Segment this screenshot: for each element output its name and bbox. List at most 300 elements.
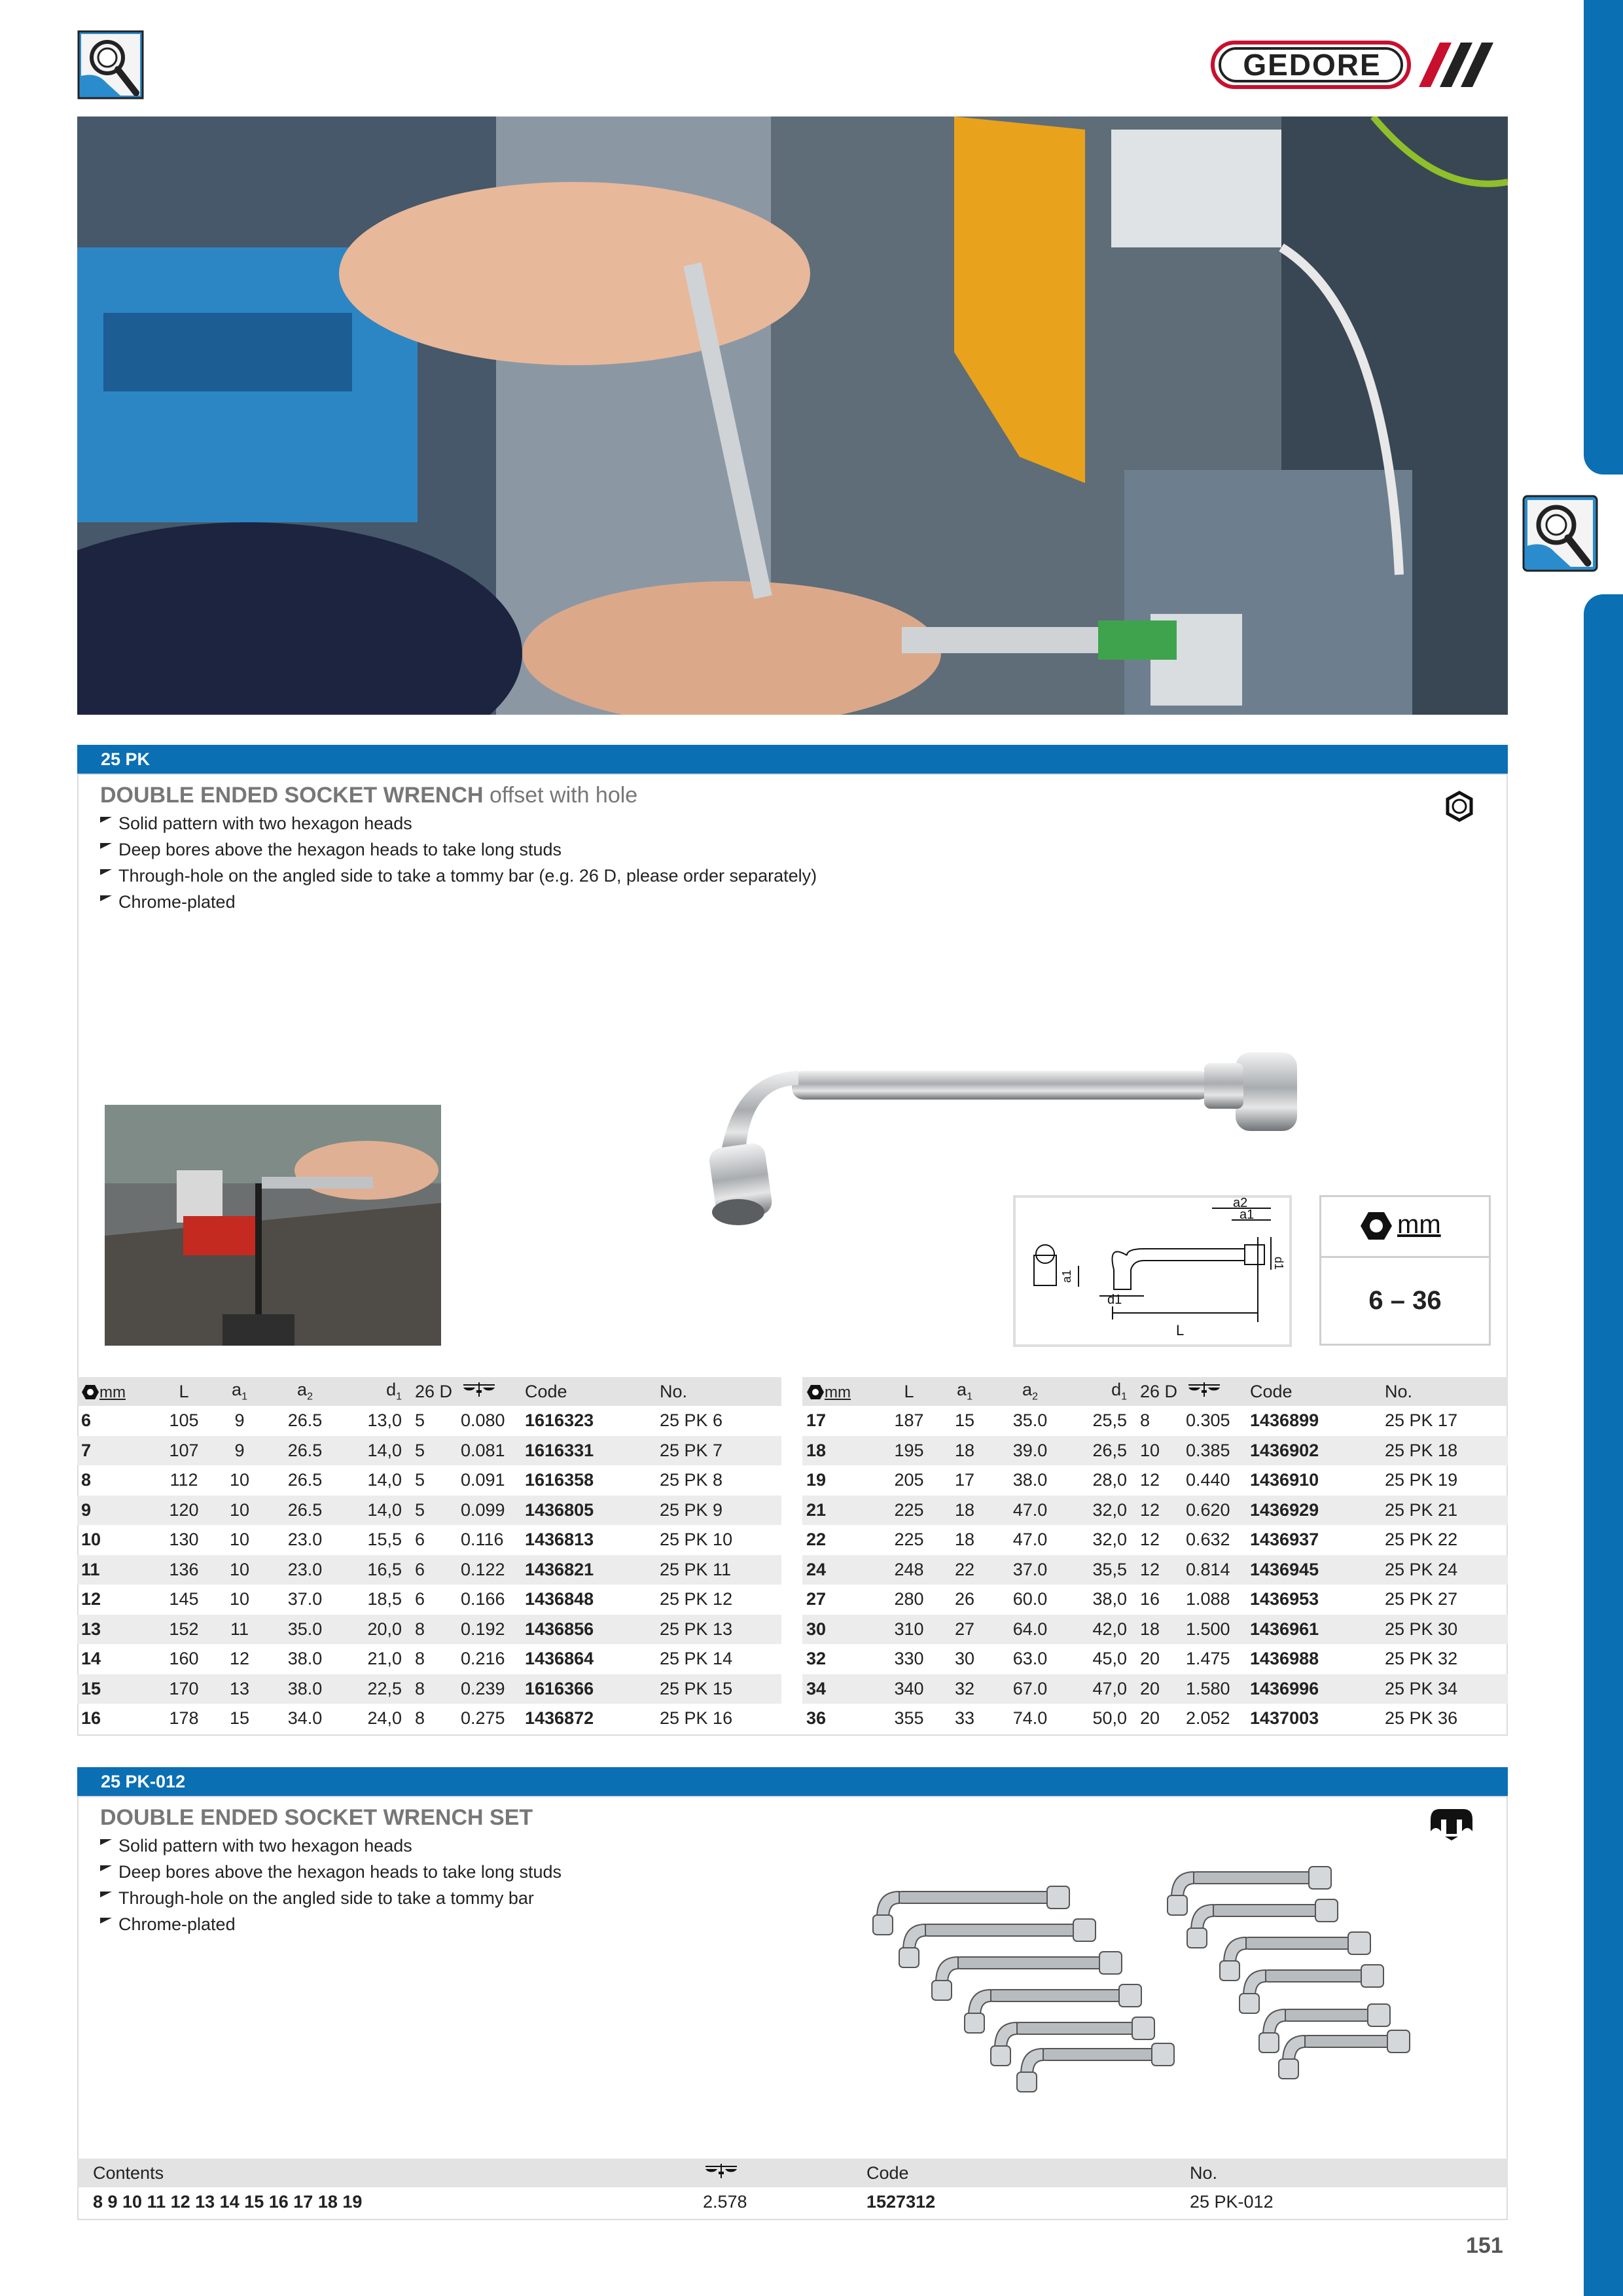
cell-L: 107 (156, 1436, 208, 1466)
label-a2: a2 (1233, 1198, 1248, 1210)
cell-size: 13 (77, 1615, 156, 1645)
cell-26d: 8 (415, 1708, 425, 1729)
col-L: L (156, 1377, 208, 1406)
cell-size: 18 (802, 1436, 881, 1466)
cell-L: 205 (894, 1470, 924, 1490)
cell-26d: 20 (1136, 1674, 1182, 1704)
cell-L: 280 (894, 1589, 924, 1609)
col-d1: $d_1$ (1064, 1377, 1136, 1406)
cell-code: 1436848 (525, 1589, 594, 1609)
cell-code: 1436988 (1250, 1649, 1319, 1669)
table-row (77, 1525, 781, 1555)
cell-a1: 11 (208, 1615, 267, 1645)
cell-no: 25 PK 15 (656, 1674, 781, 1704)
cell-a2: 64.0 (992, 1615, 1064, 1645)
cell-a2: 26.5 (287, 1470, 323, 1490)
cell-a1: 10 (208, 1496, 267, 1526)
cell-code: 1437003 (1250, 1708, 1319, 1729)
set-weight: 2.578 (703, 2192, 747, 2212)
cell-d1: 21,0 (367, 1649, 402, 1669)
cell-a2: 63.0 (1012, 1649, 1048, 1669)
col-L: L (881, 1377, 933, 1406)
cell-a2: 38.0 (287, 1649, 323, 1669)
cell-d1: 14,0 (339, 1436, 411, 1466)
hex-mm-icon (81, 1384, 99, 1401)
cell-26d: 6 (415, 1530, 425, 1550)
cell-weight: 0.440 (1186, 1470, 1230, 1490)
catalog-section-icon (77, 30, 144, 99)
cell-code: 1436937 (1250, 1530, 1319, 1550)
title-bold: DOUBLE ENDED SOCKET WRENCH (100, 783, 484, 808)
spec-table-left (77, 1377, 781, 1734)
section-bar-25pk: 25 PK (77, 745, 1508, 774)
table-row (802, 1465, 1508, 1496)
cell-code: 1616323 (525, 1410, 594, 1431)
table-row (802, 1674, 1508, 1704)
col-d1: $d_1$ (339, 1377, 411, 1406)
weight-icon (703, 2162, 740, 2179)
arrow-bullet-icon (100, 1865, 112, 1871)
cell-weight: 2.052 (1186, 1708, 1230, 1729)
product-title (100, 783, 637, 808)
table-row (77, 1555, 781, 1585)
cell-code: 1436864 (525, 1649, 594, 1669)
size-unit-header (1321, 1197, 1489, 1258)
cell-26d: 12 (1140, 1470, 1160, 1490)
set-code: 1527312 (866, 2192, 936, 2212)
cell-code: 1436910 (1250, 1470, 1319, 1490)
cell-no: 25 PK 6 (660, 1410, 723, 1431)
cell-weight: 0.216 (461, 1649, 505, 1669)
cell-size: 15 (77, 1674, 156, 1704)
cell-d1: 26,5 (1064, 1436, 1136, 1466)
cell-no: 25 PK 18 (1381, 1436, 1508, 1466)
cell-26d: 10 (1136, 1436, 1182, 1466)
cell-d1: 38,0 (1092, 1589, 1127, 1609)
cell-size: 11 (77, 1555, 156, 1585)
cell-26d: 20 (1140, 1649, 1160, 1669)
cell-d1: 32,0 (1064, 1496, 1136, 1526)
cell-code: 1436813 (525, 1530, 594, 1550)
cell-size: 32 (806, 1649, 827, 1669)
hexagon-icon (1444, 791, 1475, 822)
spec-table-right (802, 1377, 1508, 1734)
cell-size: 17 (806, 1410, 827, 1431)
cell-a1: 26 (954, 1589, 975, 1609)
cell-26d: 8 (411, 1674, 457, 1704)
feature-item: Through-hole on the angled side to take a tommy bar (100, 1885, 562, 1911)
cell-size: 14 (81, 1649, 101, 1669)
arrow-bullet-icon (100, 1892, 112, 1897)
cell-weight: 0.385 (1182, 1436, 1246, 1466)
cell-a1: 33 (954, 1708, 975, 1729)
label-d1: d1 (1107, 1293, 1122, 1307)
col-no: No. (1381, 1377, 1508, 1406)
cell-weight: 0.122 (457, 1555, 521, 1585)
size-range-box (1319, 1195, 1491, 1346)
col-size: mm (77, 1377, 156, 1406)
cell-weight: 1.500 (1182, 1615, 1246, 1645)
feature-item: Solid pattern with two hexagon heads (100, 810, 817, 836)
cell-d1: 16,5 (339, 1555, 411, 1585)
cell-size: 9 (77, 1496, 156, 1526)
cell-d1: 45,0 (1092, 1649, 1127, 1669)
cell-size: 24 (802, 1555, 881, 1585)
cell-no: 25 PK 36 (1385, 1708, 1458, 1729)
cell-no: 25 PK 21 (1381, 1496, 1508, 1526)
cell-26d: 12 (1136, 1555, 1182, 1585)
table-row (77, 1585, 781, 1615)
cell-no: 25 PK 10 (660, 1530, 733, 1550)
cell-no: 25 PK 8 (660, 1470, 723, 1490)
cell-code: 1616331 (521, 1436, 656, 1466)
cell-no: 25 PK 7 (656, 1436, 781, 1466)
arrow-bullet-icon (100, 895, 112, 901)
cell-26d: 5 (411, 1496, 457, 1526)
wrench-set-image (864, 1859, 1453, 2114)
cell-a2: 60.0 (1012, 1589, 1048, 1609)
cell-size: 30 (802, 1615, 881, 1645)
weight-icon (1186, 1381, 1222, 1398)
cell-L: 170 (156, 1674, 208, 1704)
cell-L: 178 (169, 1708, 199, 1729)
col-a2: $a_2$ (267, 1377, 339, 1406)
cell-L: 145 (169, 1589, 199, 1609)
hex-mm-icon (806, 1384, 825, 1401)
cell-a1: 32 (933, 1674, 992, 1704)
cell-d1: 14,0 (339, 1496, 411, 1526)
gedore-logo (1211, 39, 1499, 90)
cell-a1: 18 (954, 1530, 975, 1550)
cell-weight: 1.088 (1186, 1589, 1230, 1609)
cell-L: 136 (156, 1555, 208, 1585)
hero-photo (77, 117, 1508, 715)
cell-26d: 8 (415, 1649, 425, 1669)
col-weight (699, 2159, 863, 2187)
set-no: 25 PK-012 (1190, 2192, 1274, 2212)
cell-d1: 35,5 (1064, 1555, 1136, 1585)
col-26d: 26 D (1136, 1377, 1182, 1406)
cell-26d: 12 (1136, 1496, 1182, 1526)
feature-item: Deep bores above the hexagon heads to take long studs (100, 836, 817, 863)
title-light: offset with hole (483, 783, 638, 808)
cell-code: 1436805 (521, 1496, 656, 1526)
cell-weight: 0.080 (461, 1410, 505, 1431)
cell-a2: 35.0 (1012, 1410, 1048, 1431)
cell-a2: 26.5 (267, 1436, 339, 1466)
feature-item: Chrome-plated (100, 1911, 562, 1937)
cell-d1: 24,0 (367, 1708, 402, 1729)
cell-size: 10 (81, 1530, 101, 1550)
table-row (77, 1465, 781, 1496)
cell-code: 1436856 (521, 1615, 656, 1645)
table-row (77, 1644, 781, 1674)
cell-no: 25 PK 13 (656, 1615, 781, 1645)
table-row (77, 2187, 1508, 2217)
cell-code: 1616366 (521, 1674, 656, 1704)
cell-a2: 74.0 (1012, 1708, 1048, 1729)
cell-weight: 0.192 (457, 1615, 521, 1645)
cell-no: 25 PK 27 (1385, 1589, 1458, 1609)
cell-26d: 8 (411, 1615, 457, 1645)
side-tab-top (1584, 0, 1623, 475)
set-wrench (1240, 1965, 1383, 2013)
cell-26d: 5 (415, 1470, 425, 1490)
table-row (802, 1496, 1508, 1526)
cell-L: 195 (881, 1436, 933, 1466)
table-header-row (77, 2159, 1508, 2187)
set-title: DOUBLE ENDED SOCKET WRENCH SET (100, 1805, 533, 1830)
set-feature-list (100, 1833, 562, 1937)
cell-no: 25 PK 17 (1385, 1410, 1458, 1431)
dimension-diagram (1013, 1195, 1292, 1347)
cell-d1: 28,0 (1092, 1470, 1127, 1490)
cell-no: 25 PK 9 (656, 1496, 781, 1526)
usage-photo (105, 1105, 441, 1346)
cell-L: 160 (169, 1649, 199, 1669)
table-row (802, 1615, 1508, 1645)
cell-weight: 1.475 (1186, 1649, 1230, 1669)
cell-L: 120 (156, 1496, 208, 1526)
cell-code: 1436821 (521, 1555, 656, 1585)
col-code: Code (521, 1377, 656, 1406)
cell-a1: 10 (229, 1589, 250, 1609)
size-range: 6 – 36 (1368, 1286, 1442, 1315)
col-no: No. (656, 1377, 781, 1406)
table-row (802, 1644, 1508, 1674)
page-number: 151 (1466, 2233, 1503, 2258)
cell-d1: 25,5 (1092, 1410, 1127, 1431)
cell-a2: 38.0 (1012, 1470, 1048, 1490)
cell-a1: 15 (954, 1410, 975, 1431)
feature-item: Solid pattern with two hexagon heads (100, 1833, 562, 1859)
cell-a2: 47.0 (1012, 1530, 1048, 1550)
cell-weight: 0.239 (457, 1674, 521, 1704)
cell-a1: 10 (229, 1530, 250, 1550)
cell-d1: 13,0 (367, 1410, 402, 1431)
side-section-icon[interactable] (1522, 495, 1598, 572)
cell-size: 34 (802, 1674, 881, 1704)
cell-a2: 37.0 (992, 1555, 1064, 1585)
cell-a2: 67.0 (992, 1674, 1064, 1704)
cell-no: 25 PK 19 (1385, 1470, 1458, 1490)
cell-a2: 47.0 (992, 1496, 1064, 1526)
cell-L: 340 (881, 1674, 933, 1704)
cell-d1: 47,0 (1064, 1674, 1136, 1704)
cell-a1: 22 (933, 1555, 992, 1585)
cell-d1: 20,0 (339, 1615, 411, 1645)
cell-no: 25 PK 32 (1385, 1649, 1458, 1669)
weight-icon (461, 1381, 497, 1398)
hex-mm-icon (1359, 1210, 1393, 1242)
table-row (77, 1704, 781, 1734)
cell-size: 8 (81, 1470, 92, 1490)
col-code: Code (863, 2159, 1186, 2187)
cell-no: 25 PK 12 (660, 1589, 733, 1609)
table-row (802, 1585, 1508, 1615)
cell-no: 25 PK 22 (1385, 1530, 1458, 1550)
cell-weight: 0.814 (1182, 1555, 1246, 1585)
cell-d1: 22,5 (339, 1674, 411, 1704)
arrow-bullet-icon (100, 1918, 112, 1924)
cell-26d: 6 (415, 1589, 425, 1609)
cell-a1: 9 (208, 1436, 267, 1466)
set-icon (1427, 1805, 1476, 1842)
cell-a1: 18 (933, 1496, 992, 1526)
arrow-bullet-icon (100, 869, 112, 875)
cell-a2: 35.0 (267, 1615, 339, 1645)
arrow-bullet-icon (100, 1839, 112, 1845)
col-code: Code (1246, 1377, 1381, 1406)
cell-a2: 26.5 (287, 1410, 323, 1431)
label-L: L (1176, 1322, 1185, 1338)
cell-L: 330 (894, 1649, 924, 1669)
col-weight (457, 1377, 521, 1406)
table-header-row (802, 1377, 1508, 1406)
cell-a1: 9 (234, 1410, 245, 1431)
cell-a2: 23.0 (287, 1530, 323, 1550)
label-a1: a1 (1240, 1208, 1255, 1222)
table-header-row (77, 1377, 781, 1406)
cell-size: 22 (806, 1530, 827, 1550)
feature-item: Deep bores above the hexagon heads to take long studs (100, 1859, 562, 1885)
feature-list (100, 810, 817, 915)
cell-no: 25 PK 34 (1381, 1674, 1508, 1704)
cell-a1: 18 (933, 1436, 992, 1466)
set-table (77, 2159, 1508, 2217)
col-contents: Contents (77, 2159, 699, 2187)
cell-size: 16 (81, 1708, 101, 1729)
cell-L: 225 (894, 1530, 924, 1550)
logo-text: GEDORE (1243, 48, 1382, 82)
table-row (77, 1674, 781, 1704)
label-a1-vertical: a1 (1060, 1269, 1073, 1283)
cell-size: 7 (77, 1436, 156, 1466)
cell-code: 1436902 (1246, 1436, 1381, 1466)
cell-code: 1436953 (1250, 1589, 1319, 1609)
set-wrench (1017, 2043, 1174, 2092)
cell-d1: 18,5 (367, 1589, 402, 1609)
cell-weight: 0.091 (461, 1470, 505, 1490)
cell-a2: 37.0 (287, 1589, 323, 1609)
cell-size: 21 (802, 1496, 881, 1526)
cell-weight: 0.632 (1186, 1530, 1230, 1550)
table-row (802, 1525, 1508, 1555)
cell-a2: 26.5 (267, 1496, 339, 1526)
label-d1-vertical: d1 (1272, 1257, 1285, 1270)
cell-a1: 13 (208, 1674, 267, 1704)
cell-weight: 0.305 (1186, 1410, 1230, 1431)
cell-code: 1436929 (1246, 1496, 1381, 1526)
cell-L: 310 (881, 1615, 933, 1645)
arrow-bullet-icon (100, 843, 112, 849)
cell-code: 1616358 (525, 1470, 594, 1490)
cell-d1: 50,0 (1092, 1708, 1127, 1729)
cell-a1: 17 (954, 1470, 975, 1490)
cell-size: 36 (806, 1708, 827, 1729)
set-contents: 8 9 10 11 12 13 14 15 16 17 18 19 (93, 2192, 363, 2212)
cell-no: 25 PK 11 (656, 1555, 781, 1585)
cell-weight: 0.099 (457, 1496, 521, 1526)
cell-26d: 5 (415, 1410, 425, 1431)
arrow-bullet-icon (100, 817, 112, 823)
cell-code: 1436872 (525, 1708, 594, 1729)
table-row (77, 1436, 781, 1466)
cell-d1: 32,0 (1092, 1530, 1127, 1550)
cell-weight: 0.620 (1182, 1496, 1246, 1526)
cell-size: 12 (81, 1589, 101, 1609)
size-unit: mm (1397, 1210, 1441, 1239)
cell-26d: 12 (1140, 1530, 1160, 1550)
cell-a2: 38.0 (267, 1674, 339, 1704)
cell-code: 1436899 (1250, 1410, 1319, 1431)
col-size: mm (802, 1377, 881, 1406)
col-a1: $a_1$ (933, 1377, 992, 1406)
col-a2: $a_2$ (992, 1377, 1064, 1406)
cell-code: 1436996 (1246, 1674, 1381, 1704)
cell-26d: 20 (1140, 1708, 1160, 1729)
cell-a2: 39.0 (992, 1436, 1064, 1466)
cell-d1: 15,5 (367, 1530, 402, 1550)
section-bar-25pk-012: 25 PK-012 (77, 1767, 1508, 1796)
cell-L: 105 (169, 1410, 199, 1431)
cell-26d: 6 (411, 1555, 457, 1585)
cell-L: 225 (881, 1496, 933, 1526)
cell-a1: 10 (229, 1470, 250, 1490)
cell-26d: 8 (1140, 1410, 1150, 1431)
cell-L: 112 (169, 1470, 198, 1490)
cell-code: 1436961 (1246, 1615, 1381, 1645)
cell-L: 152 (156, 1615, 208, 1645)
cell-d1: 42,0 (1064, 1615, 1136, 1645)
cell-a2: 23.0 (267, 1555, 339, 1585)
cell-no: 25 PK 14 (660, 1649, 733, 1669)
table-row (802, 1704, 1508, 1734)
cell-26d: 18 (1136, 1615, 1182, 1645)
cell-code: 1436945 (1246, 1555, 1381, 1585)
cell-weight: 0.116 (461, 1530, 504, 1550)
feature-item: Through-hole on the angled side to take a tommy bar (e.g. 26 D, please order separately) (100, 863, 817, 889)
cell-L: 130 (169, 1530, 199, 1550)
set-wrench (1279, 2030, 1410, 2079)
cell-a1: 12 (229, 1649, 250, 1669)
col-no: No. (1186, 2159, 1508, 2187)
cell-size: 19 (806, 1470, 827, 1490)
cell-a1: 15 (229, 1708, 250, 1729)
col-a1: $a_1$ (208, 1377, 267, 1406)
col-26d: 26 D (411, 1377, 457, 1406)
cell-a2: 34.0 (287, 1708, 323, 1729)
cell-a1: 30 (954, 1649, 975, 1669)
cell-a1: 27 (933, 1615, 992, 1645)
cell-weight: 0.166 (461, 1589, 505, 1609)
table-row (77, 1406, 781, 1436)
table-row (802, 1436, 1508, 1466)
cell-size: 27 (806, 1589, 827, 1609)
cell-no: 25 PK 16 (660, 1708, 733, 1729)
side-tab-bottom (1584, 594, 1623, 2296)
cell-weight: 0.275 (461, 1708, 505, 1729)
cell-no: 25 PK 24 (1381, 1555, 1508, 1585)
cell-26d: 5 (411, 1436, 457, 1466)
cell-L: 355 (894, 1708, 924, 1729)
cell-no: 25 PK 30 (1381, 1615, 1508, 1645)
cell-L: 248 (881, 1555, 933, 1585)
cell-26d: 16 (1140, 1589, 1160, 1609)
table-row (802, 1555, 1508, 1585)
table-row (802, 1406, 1508, 1436)
cell-L: 187 (894, 1410, 924, 1431)
